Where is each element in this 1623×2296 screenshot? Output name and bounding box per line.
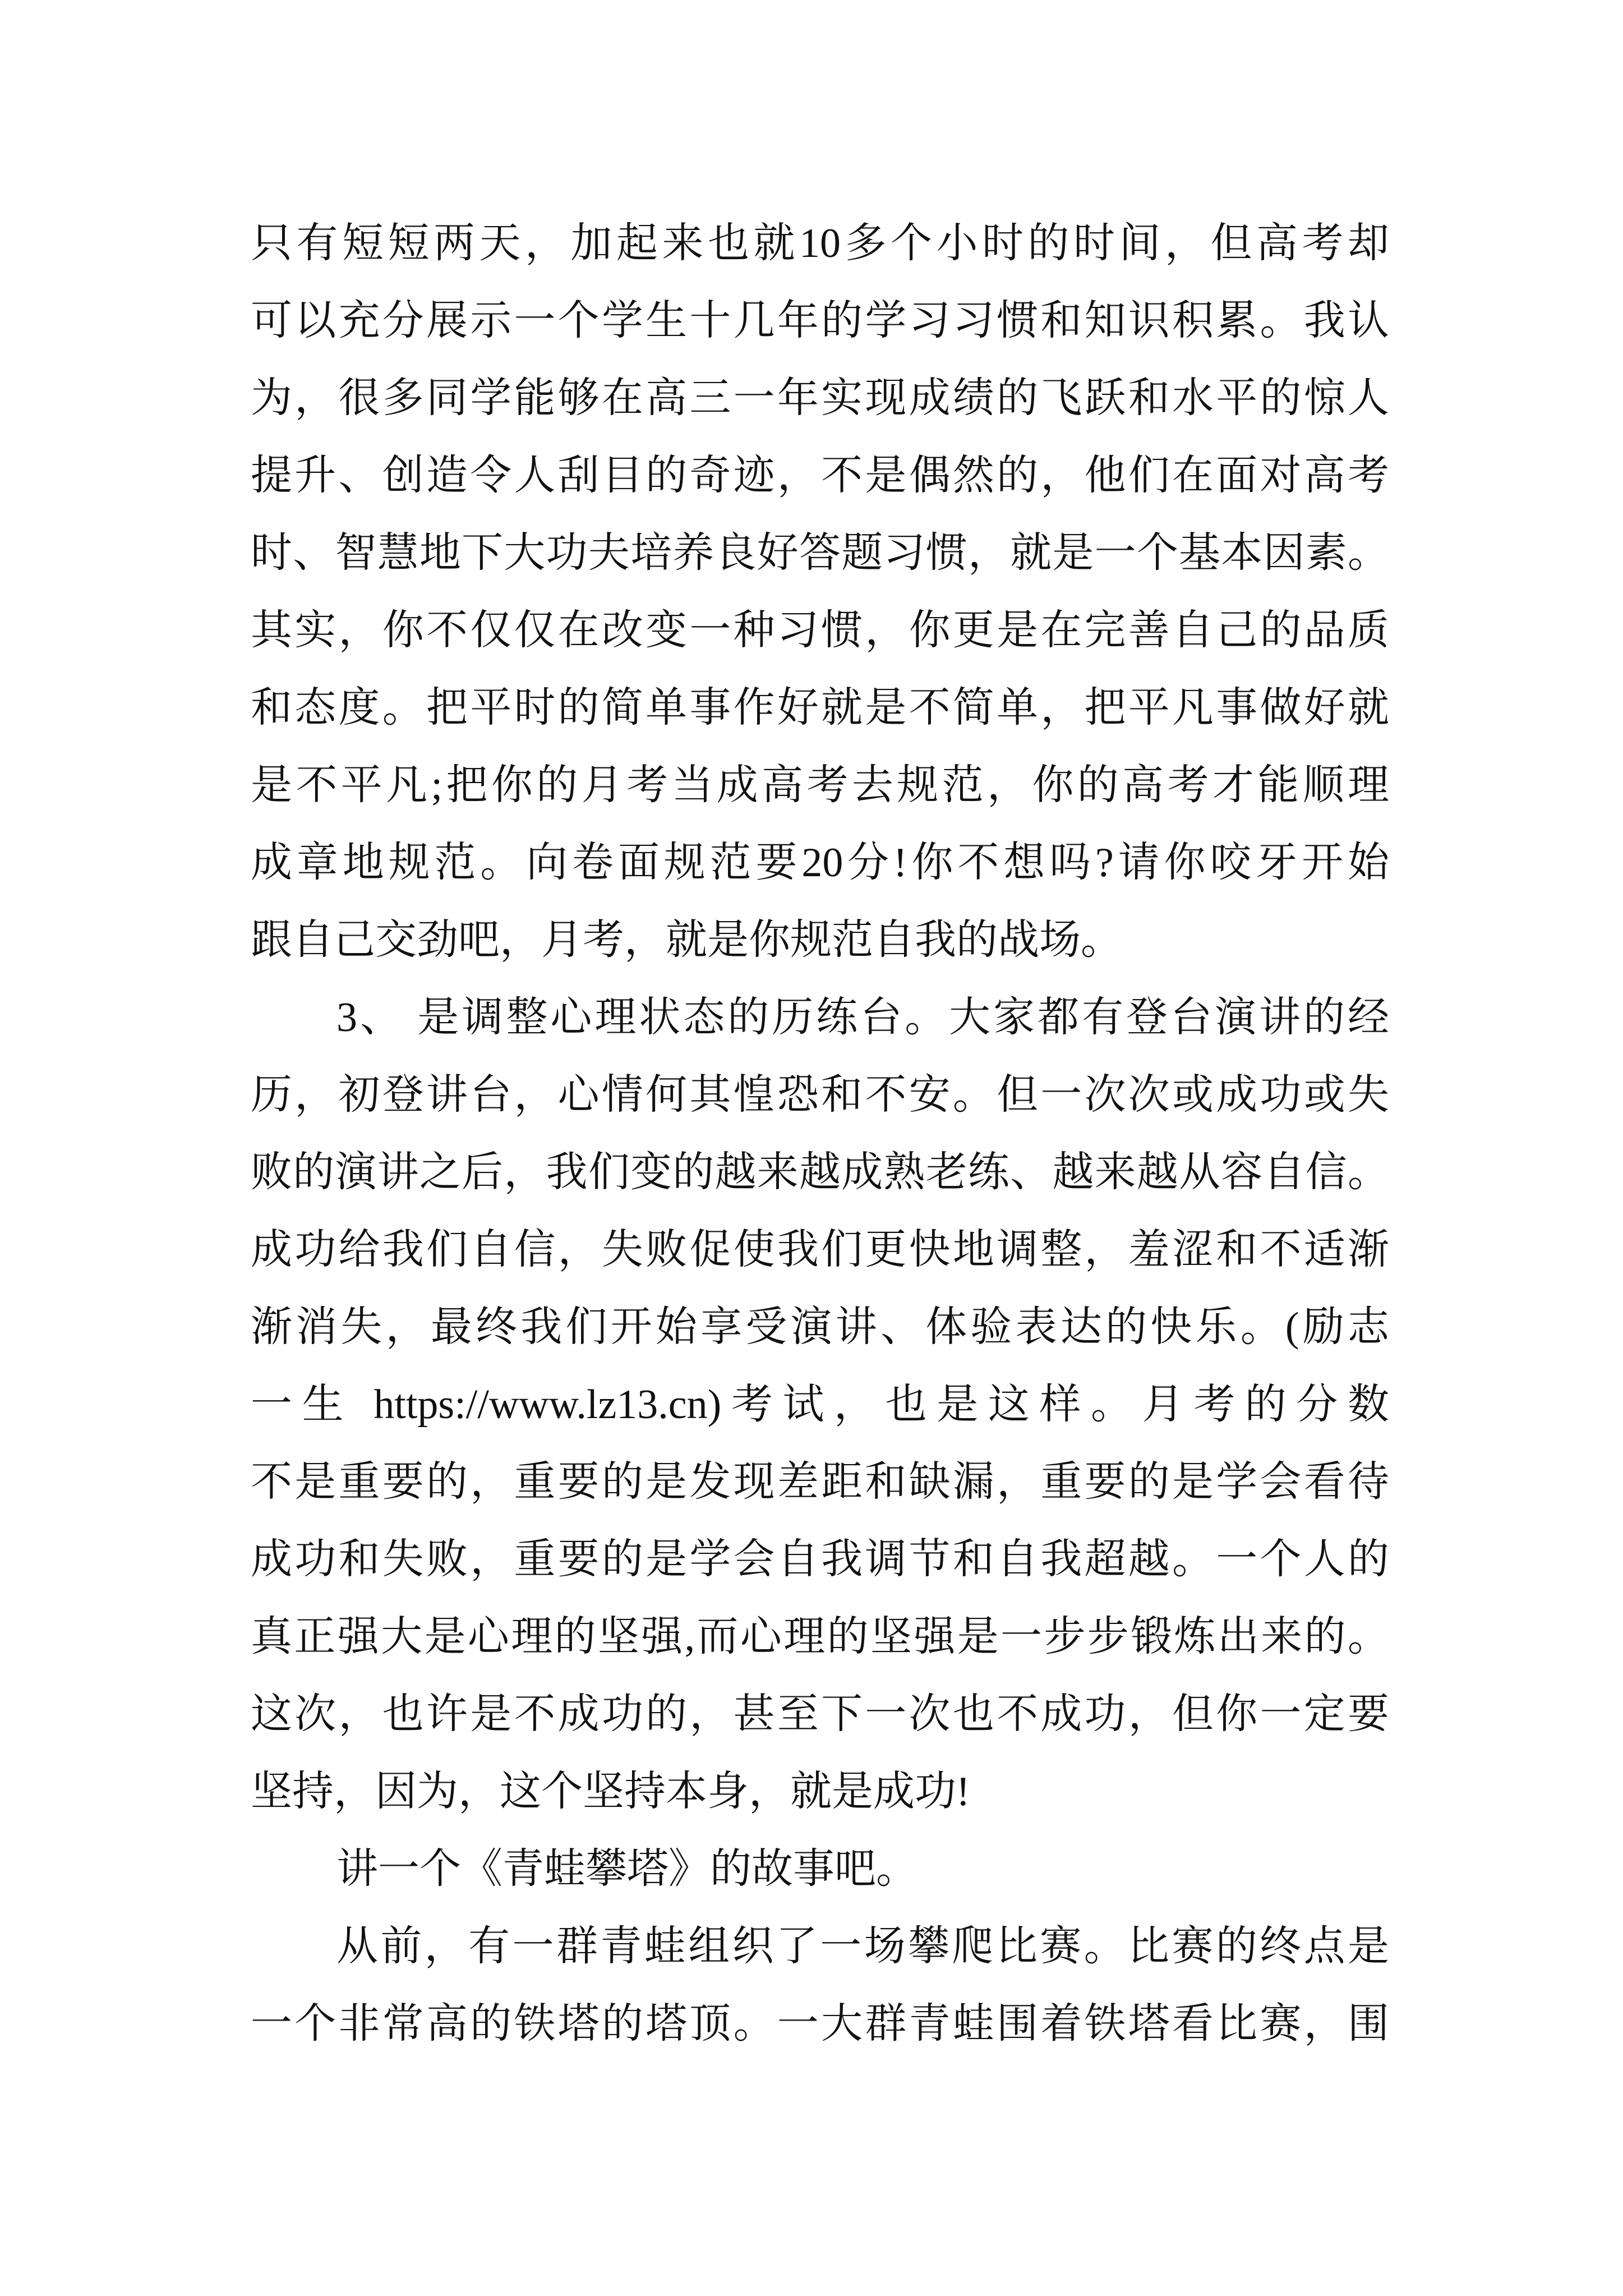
text-line: 是不平凡;把你的月考当成高考去规范，你的高考才能顺理: [251, 762, 1389, 808]
text-line: 只有短短两天，加起来也就10多个小时的时间，但高考却: [251, 220, 1389, 266]
text-line: 可以充分展示一个学生十几年的学习习惯和知识积累。我认: [251, 298, 1389, 344]
text-line: 其实，你不仅仅在改变一种习惯，你更是在完善自己的品质: [251, 608, 1389, 654]
text-line: 跟自己交劲吧，月考，就是你规范自我的战场。: [251, 917, 1122, 963]
text-line: 一生 https://www.lz13.cn)考试，也是这样。月考的分数: [251, 1382, 1389, 1428]
paragraph: [251, 205, 1389, 979]
text-line: 这次，也许是不成功的，甚至下一次也不成功，但你一定要: [251, 1691, 1389, 1737]
text-line: 提升、创造令人刮目的奇迹，不是偶然的，他们在面对高考: [251, 453, 1389, 499]
text-line: 渐消失，最终我们开始享受演讲、体验表达的快乐。(励志: [251, 1304, 1389, 1350]
text-line: 成章地规范。向卷面规范要20分!你不想吗?请你咬牙开始: [251, 840, 1389, 886]
text-line: 3、 是调整心理状态的历练台。大家都有登台演讲的经: [336, 995, 1389, 1041]
body-text: [251, 205, 1389, 2063]
text-line: 成功和失败，重要的是学会自我调节和自我超越。一个人的: [251, 1536, 1389, 1582]
text-line: 真正强大是心理的坚强,而心理的坚强是一步步锻炼出来的。: [251, 1614, 1389, 1660]
paragraph: [251, 979, 1389, 1830]
paragraph: [251, 1830, 1389, 1908]
paragraph: [251, 1908, 1389, 2063]
text-line: 一个非常高的铁塔的塔顶。一大群青蛙围着铁塔看比赛，围: [251, 2001, 1389, 2047]
text-line: 为，很多同学能够在高三一年实现成绩的飞跃和水平的惊人: [251, 375, 1389, 421]
text-line: 讲一个《青蛙攀塔》的故事吧。: [336, 1846, 917, 1892]
text-line: 不是重要的，重要的是发现差距和缺漏，重要的是学会看待: [251, 1459, 1389, 1505]
text-line: 败的演讲之后，我们变的越来越成熟老练、越来越从容自信。: [251, 1149, 1389, 1195]
text-line: 从前，有一群青蛙组织了一场攀爬比赛。比赛的终点是: [336, 1924, 1389, 1970]
text-line: 成功给我们自信，失败促使我们更快地调整，羞涩和不适渐: [251, 1227, 1389, 1273]
text-line: 坚持，因为，这个坚持本身，就是成功!: [251, 1769, 970, 1815]
text-line: 和态度。把平时的简单事作好就是不简单，把平凡事做好就: [251, 685, 1389, 731]
text-line: 历，初登讲台，心情何其惶恐和不安。但一次次或成功或失: [251, 1072, 1389, 1118]
text-line: 时、智慧地下大功夫培养良好答题习惯，就是一个基本因素。: [251, 530, 1389, 576]
